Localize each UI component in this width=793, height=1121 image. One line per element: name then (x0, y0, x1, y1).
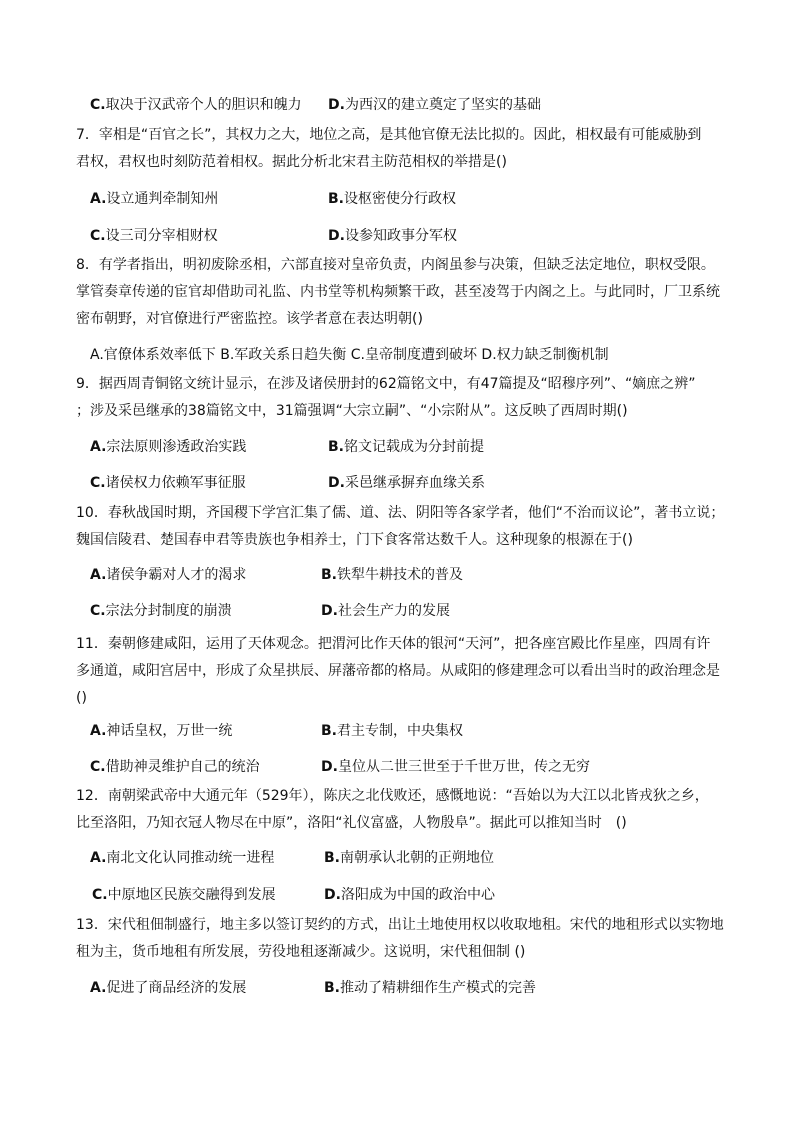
option-9b: B.铭文记载成为分封前提 (328, 439, 484, 455)
question-10-line-2: 魏国信陵君、楚国春申君等贵族也争相养士，门下食客常达数千人。这种现象的根源在于() (76, 532, 633, 548)
option-10a: A.诸侯争霸对人才的渴求 (90, 567, 247, 583)
option-13b: B.推动了精耕细作生产模式的完善 (324, 980, 536, 996)
option-7a: A.设立通判牵制知州 (90, 191, 219, 207)
question-8-line-3: 密布朝野，对官僚进行严密监控。该学者意在表达明朝() (76, 311, 423, 327)
option-11a: A.神话皇权，万世一统 (90, 723, 233, 739)
question-7-line-1: 7．宰相是“百官之长”，其权力之大，地位之高，是其他官僚无法比拟的。因此，相权最有可能威胁到 (76, 127, 702, 143)
option-9d: D.采邑继承摒弃血缘关系 (328, 475, 485, 491)
option-12a: A.南北文化认同推动统一进程 (90, 850, 275, 866)
option-9a: A.宗法原则渗透政治实践 (90, 439, 247, 455)
question-9-line-1: 9．据西周青铜铭文统计显示，在涉及诸侯册封的62篇铭文中，有47篇提及“昭穆序列”、“嫡庶之辨” (76, 376, 696, 392)
question-13-line-1: 13．宋代租佃制盛行，地主多以签订契约的方式，出让土地使用权以收取地租。宋代的地租形式以实物地 (76, 917, 724, 933)
option-13a: A.促进了商品经济的发展 (90, 980, 247, 996)
option-10b: B.铁犁牛耕技术的普及 (321, 567, 463, 583)
options-8: A.官僚体系效率低下 B.军政关系日趋失衡 C.皇帝制度遭到破坏 D.权力缺乏制衡机制 (90, 347, 609, 363)
option-11d: D.皇位从二世三世至于千世万世，传之无穷 (321, 759, 590, 775)
option-6d: D.为西汉的建立奠定了坚实的基础 (328, 97, 541, 113)
question-8-line-1: 8．有学者指出，明初废除丞相，六部直接对皇帝负责，内阁虽参与决策，但缺乏法定地位，职权受限。 (76, 257, 715, 273)
question-12-line-1: 12．南朝梁武帝中大通元年（529年），陈庆之北伐败还，感慨地说：“吾始以为大江以北皆戎狄之乡， (76, 788, 709, 804)
question-10-line-1: 10．春秋战国时期，齐国稷下学宫汇集了儒、道、法、阴阳等各家学者，他们“不治而议论”，著书立说； (76, 505, 725, 521)
option-7c: C.设三司分宰相财权 (90, 228, 218, 244)
question-11-line-2: 多通道，咸阳宫居中，形成了众星拱辰、屏藩帝都的格局。从咸阳的修建理念可以看出当时的政治理念是 (76, 663, 720, 679)
option-12d: D.洛阳成为中国的政治中心 (324, 887, 495, 903)
question-11-line-1: 11．秦朝修建咸阳，运用了天体观念。把渭河比作天体的银河“天河”，把各座宫殿比作星座，四周有许 (76, 636, 711, 652)
question-8-line-2: 掌管奏章传递的宦官却借助司礼监、内书堂等机构频繁干政，甚至凌驾于内阁之上。与此同时，厂卫系统 (76, 284, 720, 300)
option-10c: C.宗法分封制度的崩溃 (90, 603, 232, 619)
option-7d: D.设参知政事分军权 (328, 228, 457, 244)
question-9-line-2: ；涉及采邑继承的38篇铭文中，31篇强调“大宗立嗣”、“小宗附从”。这反映了西周时期() (76, 403, 628, 419)
question-12-line-2: 比至洛阳，乃知衣冠人物尽在中原”，洛阳“礼仪富盛，人物殷阜”。据此可以推知当时 () (76, 815, 627, 831)
option-11c: C.借助神灵维护自己的统治 (90, 759, 260, 775)
question-13-line-2: 租为主，货币地租有所发展，劳役地租逐渐减少。这说明，宋代租佃制 () (76, 944, 526, 960)
option-10d: D.社会生产力的发展 (321, 603, 450, 619)
option-12c: C.中原地区民族交融得到发展 (92, 887, 276, 903)
option-11b: B.君主专制，中央集权 (321, 723, 463, 739)
option-7b: B.设枢密使分行政权 (328, 191, 456, 207)
question-7-line-2: 君权，君权也时刻防范着相权。据此分析北宋君主防范相权的举措是() (76, 154, 507, 170)
question-11-line-3: () (76, 690, 87, 706)
option-12b: B.南朝承认北朝的正朔地位 (324, 850, 494, 866)
option-6c: C.取决于汉武帝个人的胆识和魄力 (90, 97, 302, 113)
option-9c: C.诸侯权力依赖军事征服 (90, 475, 246, 491)
